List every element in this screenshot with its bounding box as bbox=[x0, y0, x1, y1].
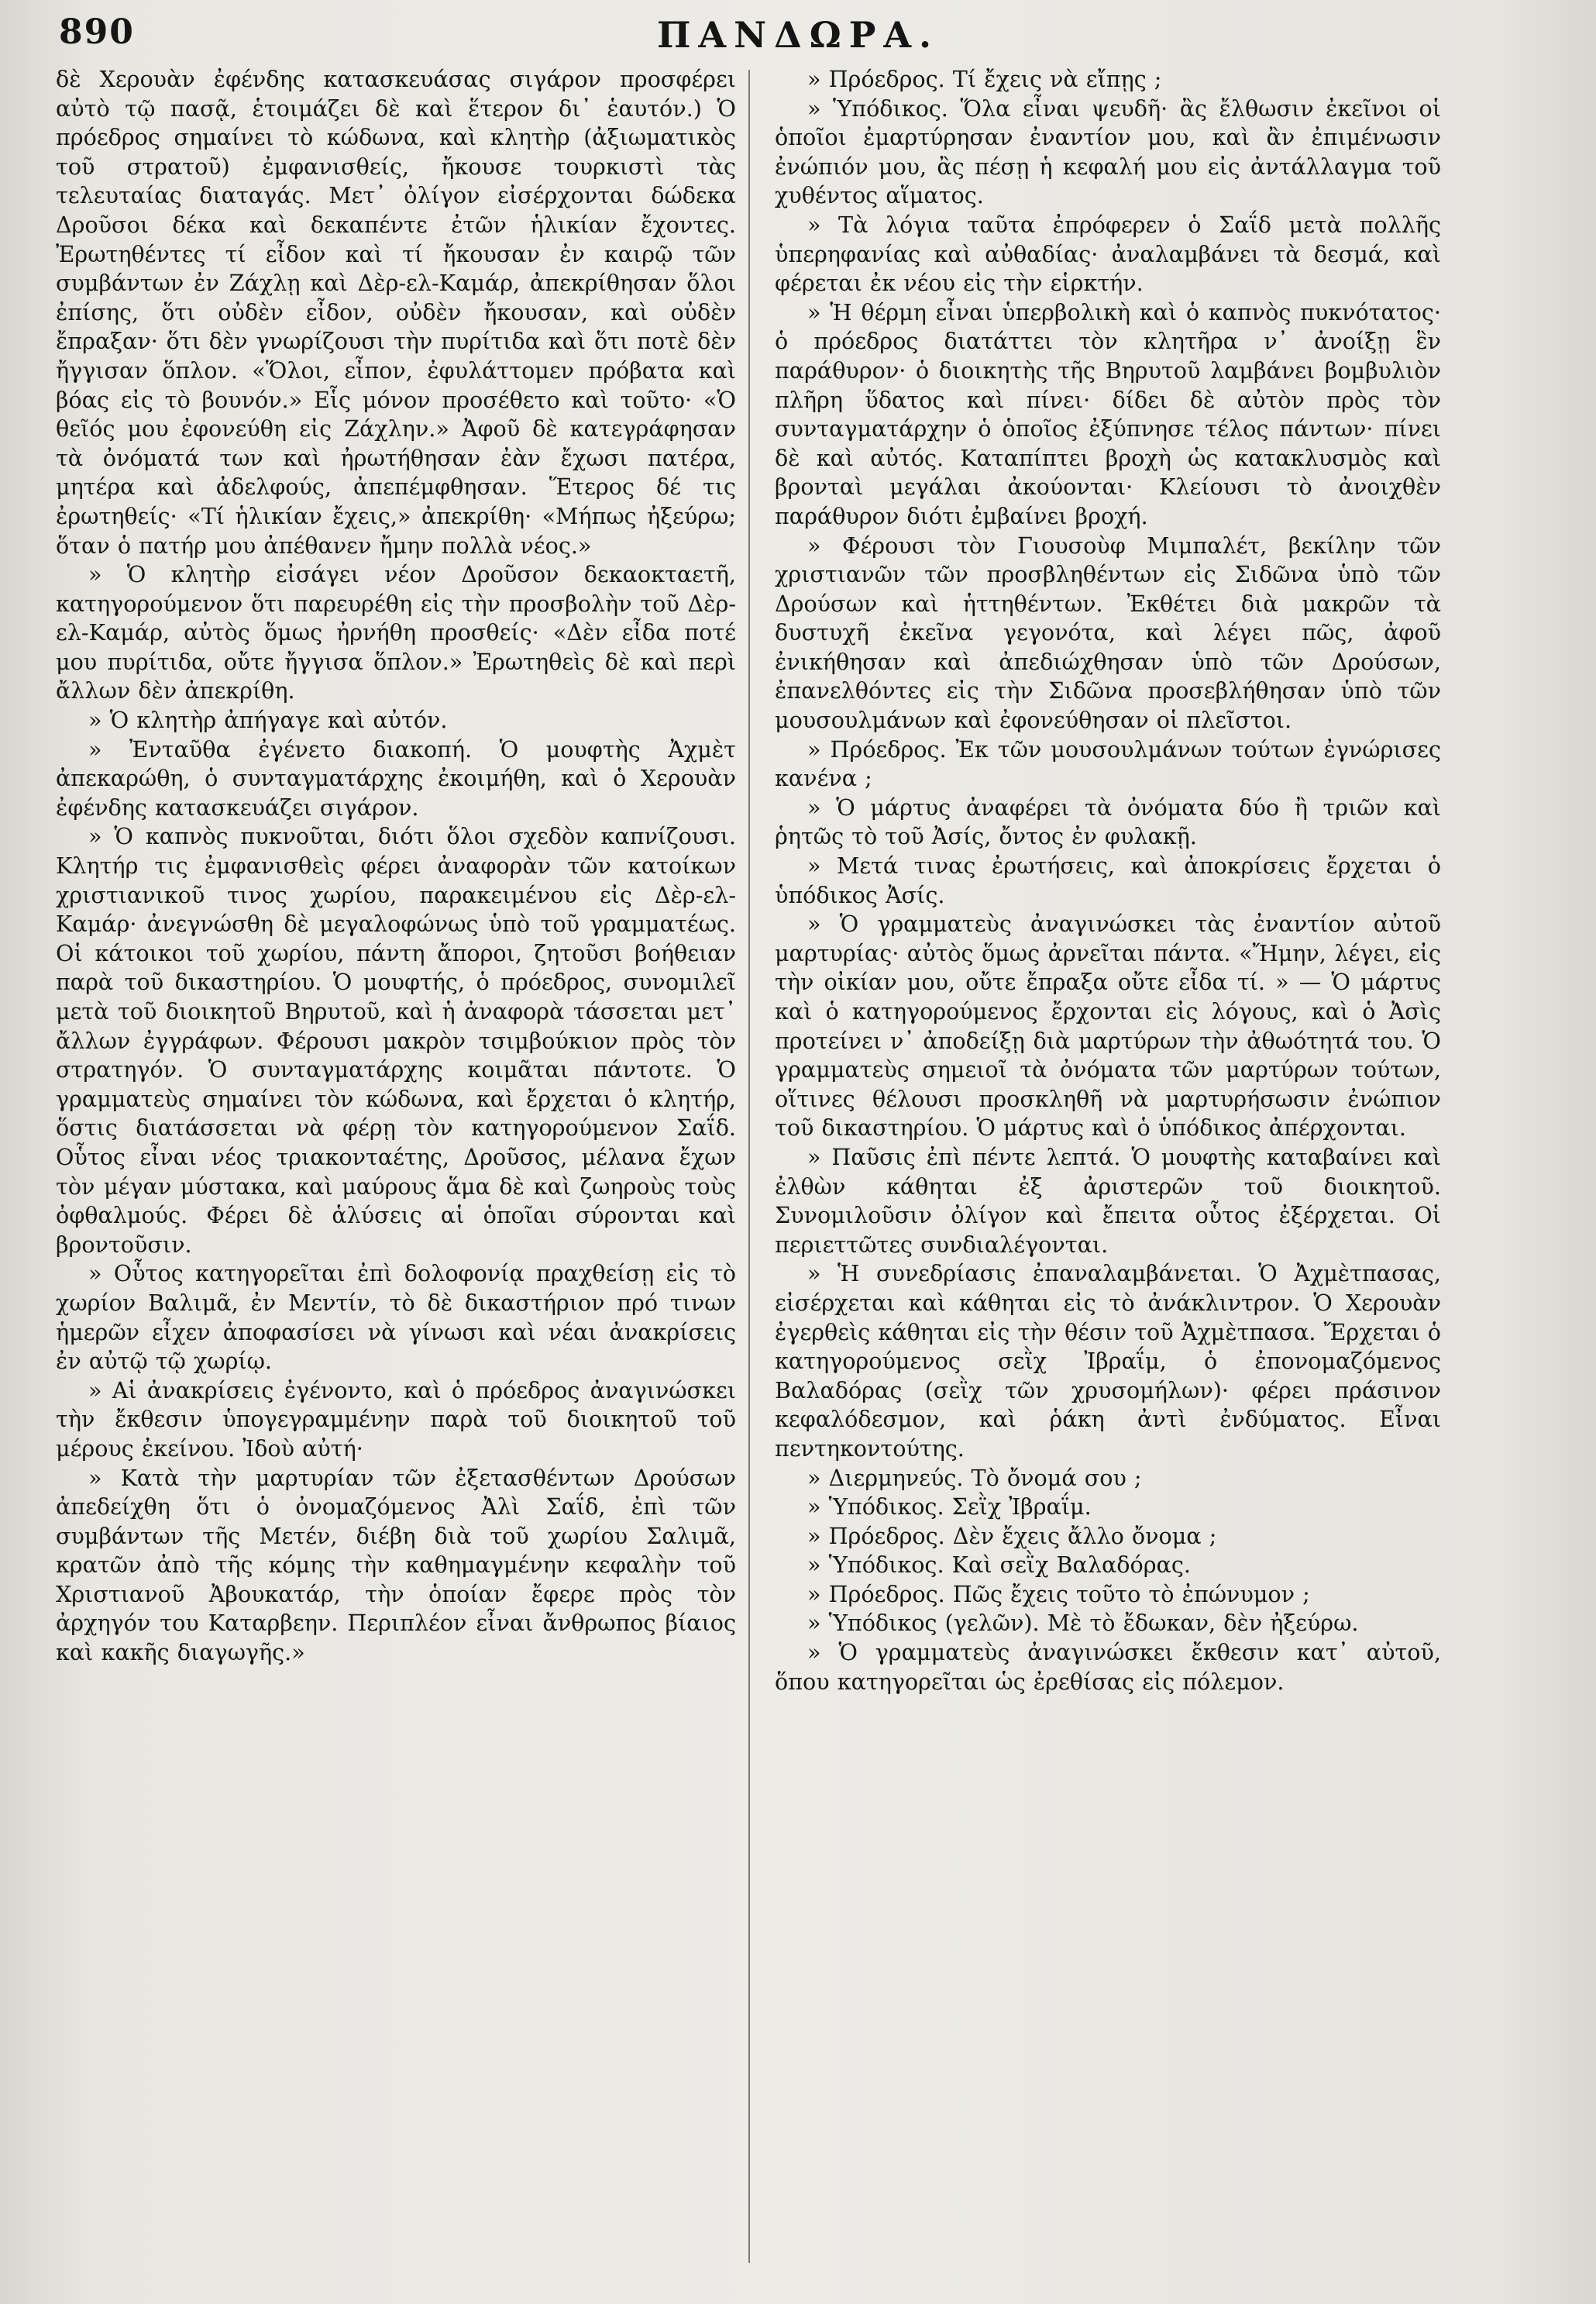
left-column bbox=[56, 65, 736, 2282]
paragraph: » Ὁ μάρτυς ἀναφέρει τὰ ὀνόματα δύο ἢ τριῶν καὶ ῥητῶς τὸ τοῦ Ἀσίς, ὄντος ἐν φυλακῇ. bbox=[775, 794, 1441, 850]
paragraph: » Οὗτος κατηγορεῖται ἐπὶ δολοφονίᾳ πραχθείσῃ εἰς τὸ χωρίον Βαλιμᾶ, ἐν Μεντίν, τὸ δὲ δικαστήριον πρό τινων ἡμερῶν εἶχεν ἀποφασίσει νὰ γίνωσι καὶ νέαι ἀνακρίσεις ἐν αὐτῷ τῷ χωρίῳ. bbox=[56, 1260, 736, 1375]
column-divider bbox=[748, 70, 750, 2263]
paragraph: » Ὁ γραμματεὺς ἀναγινώσκει τὰς ἐναντίον αὐτοῦ μαρτυρίας· αὐτὸς ὅμως ἀρνεῖται πάντα. «Ἤμην, λέγει, εἰς τὴν οἰκίαν μου, οὔτε ἔπραξα οὔτε εἶδα τί. » — Ὁ μάρτυς καὶ ὁ κατηγορούμενος ἔρχονται εἰς λόγους, καὶ ὁ Ἀσὶς προτείνει ν᾽ ἀποδείξῃ διὰ μαρτύρων τὴν ἀθωότητά του. Ὁ γραμματεὺς σημειοῖ τὰ ὀνόματα τῶν μαρτύρων τούτων, οἵτινες θέλουσι προσκληθῆ νὰ μαρτυρήσωσιν ἐνώπιον τοῦ δικαστηρίου. Ὁ μάρτυς καὶ ὁ ὑπόδικος ἀπέρχονται. bbox=[775, 911, 1441, 1142]
paragraph: » Ὁ κλητὴρ ἀπήγαγε καὶ αὐτόν. bbox=[88, 707, 448, 734]
dialogue-line: » Πρόεδρος. Πῶς ἔχεις τοῦτο τὸ ἐπώνυμον ; bbox=[807, 1580, 1310, 1607]
paragraph: » Ἐνταῦθα ἐγένετο διακοπή. Ὁ μουφτὴς Ἀχμὲτ ἀπεκαρώθη, ὁ συνταγματάρχης ἐκοιμήθη, καὶ ὁ Χερουὰν ἐφένδης κατασκευάζει σιγάρον. bbox=[56, 735, 736, 821]
paragraph: » Ὑπόδικος. Ὅλα εἶναι ψευδῆ· ἂς ἔλθωσιν ἐκεῖνοι οἱ ὁποῖοι ἐμαρτύρησαν ἐναντίον μου, καὶ ἂν ἐπιμένωσιν ἐνώπιόν μου, ἂς πέσῃ ἡ κεφαλή μου εἰς ἀντάλλαγμα τοῦ χυθέντος αἵματος. bbox=[775, 95, 1441, 209]
dialogue-line: » Ὑπόδικος. Καὶ σεῒχ Βαλαδόρας. bbox=[807, 1551, 1191, 1579]
right-column bbox=[775, 65, 1441, 2282]
dialogue-line: » Ὑπόδικος (γελῶν). Μὲ τὸ ἔδωκαν, δὲν ἠξεύρω. bbox=[807, 1610, 1359, 1637]
paragraph: » Παῦσις ἐπὶ πέντε λεπτά. Ὁ μουφτὴς καταβαίνει καὶ ἐλθὼν κάθηται ἐξ ἀριστερῶν τοῦ διοικητοῦ. Συνομιλοῦσιν ὀλίγον καὶ ἔπειτα οὗτος ἐξέρχεται. Οἱ περιεττῶτες συνδιαλέγονται. bbox=[775, 1143, 1441, 1258]
paragraph: » Ὁ κλητὴρ εἰσάγει νέον Δροῦσον δεκαοκταετῆ, κατηγορούμενον ὅτι παρευρέθη εἰς τὴν προσβολὴν τοῦ Δὲρ-ελ-Καμάρ, αὐτὸς ὅμως ἠρνήθη προσθείς· «Δὲν εἶδα ποτέ μου πυρίτιδα, οὔτε ἤγγισα ὅπλον.» Ἐρωτηθεὶς δὲ καὶ περὶ ἄλλων δὲν ἀπεκρίθη. bbox=[56, 561, 736, 704]
paragraph: » Ὁ καπνὸς πυκνοῦται, διότι ὅλοι σχεδὸν καπνίζουσι. Κλητήρ τις ἐμφανισθεὶς φέρει ἀναφορὰν τῶν κατοίκων χριστιανικοῦ τινος χωρίου, παρακειμένου εἰς Δὲρ-ελ-Καμάρ· ἀνεγνώσθη δὲ μεγαλοφώνως ὑπὸ τοῦ γραμματέως. Οἱ κάτοικοι τοῦ χωρίου, πάντη ἄποροι, ζητοῦσι βοήθειαν παρὰ τοῦ δικαστηρίου. Ὁ μουφτής, ὁ πρόεδρος, συνομιλεῖ μετὰ τοῦ διοικητοῦ Βηρυτοῦ, καὶ ἡ ἀναφορὰ τάσσεται μετ᾽ ἄλλων ἐγγράφων. Φέρουσι μακρὸν τσιμβούκιον πρὸς τὸν στρατηγόν. Ὁ συνταγματάρχης κοιμᾶται πάντοτε. Ὁ γραμματεὺς σημαίνει τὸν κώδωνα, καὶ ἔρχεται ὁ κλητήρ, ὅστις διατάσσεται νὰ φέρῃ τὸν κατηγορούμενον Σαΐδ. Οὗτος εἶναι νέος τριακονταέτης, Δροῦσος, μέλανα ἔχων τὸν μέγαν μύστακα, καὶ μαύρους ἅμα δὲ καὶ ζωηροὺς τοὺς ὀφθαλμούς. Φέρει δὲ ἁλύσεις αἱ ὁποῖαι σύρονται καὶ βροντοῦσιν. bbox=[56, 823, 736, 1258]
paragraph: » Φέρουσι τὸν Γιουσοὺφ Μιμπαλέτ, βεκίλην τῶν χριστιανῶν τῶν προσβληθέντων εἰς Σιδῶνα ὑπὸ τῶν Δρούσων καὶ ἡττηθέντων. Ἐκθέτει διὰ μακρῶν τὰ δυστυχῆ ἐκεῖνα γεγονότα, καὶ λέγει πῶς, ἀφοῦ ἐνικήθησαν καὶ ἀπεδιώχθησαν ὑπὸ τῶν Δρούσων, ἐπανελθόντες εἰς τὴν Σιδῶνα προσεβλήθησαν ὑπὸ τῶν μουσουλμάνων καὶ ἐφονεύθησαν οἱ πλεῖστοι. bbox=[775, 532, 1441, 734]
paragraph: » Πρόεδρος. Ἐκ τῶν μουσουλμάνων τούτων ἐγνώρισες κανένα ; bbox=[775, 735, 1441, 792]
paragraph: » Τὰ λόγια ταῦτα ἐπρόφερεν ὁ Σαΐδ μετὰ πολλῆς ὑπερηφανίας καὶ αὐθαδίας· ἀναλαμβάνει τὰ δεσμά, καὶ φέρεται ἐκ νέου εἰς τὴν εἱρκτήν. bbox=[775, 211, 1441, 297]
paragraph: » Κατὰ τὴν μαρτυρίαν τῶν ἐξετασθέντων Δρούσων ἀπεδείχθη ὅτι ὁ ὀνομαζόμενος Ἀλὶ Σαΐδ, ἐπὶ τῶν συμβάντων τῆς Μετέν, διέβη διὰ τοῦ χωρίου Σαλιμᾶ, κρατῶν ἀπὸ τῆς κόμης τὴν καθημαγμένην κεφαλὴν τοῦ Χριστιανοῦ Ἀβουκατάρ, τὴν ὁποίαν ἔφερε πρὸς τὸν ἀρχηγόν του Καταρβεην. Περιπλέον εἶναι ἄνθρωπος βίαιος καὶ κακῆς διαγωγῆς.» bbox=[56, 1464, 736, 1666]
dialogue-line: » Διερμηνεύς. Τὸ ὄνομά σου ; bbox=[807, 1464, 1142, 1491]
paragraph: » Πρόεδρος. Τί ἔχεις νὰ εἴπῃς ; bbox=[807, 66, 1162, 92]
dialogue-line: » Πρόεδρος. Δὲν ἔχεις ἄλλο ὄνομα ; bbox=[807, 1522, 1217, 1549]
paragraph: » Ὁ γραμματεὺς ἀναγινώσκει ἔκθεσιν κατ᾽ αὐτοῦ, ὅπου κατηγορεῖται ὡς ἐρεθίσας εἰς πόλεμον. bbox=[775, 1639, 1441, 1695]
page-header bbox=[54, 8, 1542, 62]
paragraph: » Μετά τινας ἐρωτήσεις, καὶ ἀποκρίσεις ἔρχεται ὁ ὑπόδικος Ἀσίς. bbox=[775, 852, 1441, 908]
paragraph: δὲ Χερουὰν ἐφένδης κατασκευάσας σιγάρον προσφέρει αὐτὸ τῷ πασᾷ, ἑτοιμάζει δὲ καὶ ἕτερον δι᾽ ἑαυτόν.) Ὁ πρόεδρος σημαίνει τὸ κώδωνα, καὶ κλητὴρ (ἀξιωματικὸς τοῦ στρατοῦ) ἐμφανισθείς, ἤκουσε τουρκιστὶ τὰς τελευταίας διαταγάς. Μετ᾽ ὀλίγον εἰσέρχονται δώδεκα Δροῦσοι δέκα καὶ δεκαπέντε ἐτῶν ἡλικίαν ἔχοντες. Ἐρωτηθέντες τί εἶδον καὶ τί ἤκουσαν ἐν καιρῷ τῶν συμβάντων ἐν Ζάχλῃ καὶ Δὲρ-ελ-Καμάρ, ἀπεκρίθησαν ὅλοι ἐπίσης, ὅτι οὐδὲν εἶδον, οὐδὲν ἤκουσαν, καὶ οὐδὲν ἔπραξαν· ὅτι δὲν γνωρίζουσι τὴν πυρίτιδα καὶ ὅτι ποτὲ δὲν ἤγγισαν ὅπλον. «Ὅλοι, εἶπον, ἐφυλάττομεν πρόβατα καὶ βόας εἰς τὸ βουνόν.» Εἷς μόνον προσέθετο καὶ τοῦτο· «Ὁ θεῖός μου ἐφονεύθη εἰς Ζάχλην.» Ἀφοῦ δὲ κατεγράφησαν τὰ ὀνόματά των καὶ ἠρωτήθησαν ἐὰν ἔχωσι πατέρα, μητέρα καὶ ἀδελφούς, ἀπεπέμφθησαν. Ἕτερος δέ τις ἐρωτηθείς· «Τί ἡλικίαν ἔχεις,» ἀπεκρίθη· «Μήπως ἠξεύρω; ὅταν ὁ πατήρ μου ἀπέθανεν ἤμην πολλὰ νέος.» bbox=[56, 66, 736, 559]
running-title: ΠΑΝΔΩΡΑ. bbox=[656, 14, 940, 56]
paragraph: » Αἱ ἀνακρίσεις ἐγένοντο, καὶ ὁ πρόεδρος ἀναγινώσκει τὴν ἔκθεσιν ὑπογεγραμμένην παρὰ τοῦ διοικητοῦ τοῦ μέρους ἐκείνου. Ἰδοὺ αὐτή· bbox=[56, 1376, 736, 1462]
paragraph: » Ἡ συνεδρίασις ἐπαναλαμβάνεται. Ὁ Ἀχμὲτπασας, εἰσέρχεται καὶ κάθηται εἰς τὸ ἀνάκλιντρον. Ὁ Χερουὰν ἐγερθεὶς κάθηται εἰς τὴν θέσιν τοῦ Ἀχμὲτπασα. Ἔρχεται ὁ κατηγορούμενος σεῒχ Ἰβραΐμ, ὁ ἐπονομαζόμενος Βαλαδόρας (σεῒχ τῶν χρυσομήλων)· φέρει πράσινον κεφαλόδεσμον, καὶ ῥάκη ἀντὶ ἐνδύματος. Εἶναι πεντηκοντούτης. bbox=[775, 1260, 1441, 1462]
paragraph: » Ἡ θέρμη εἶναι ὑπερβολικὴ καὶ ὁ καπνὸς πυκνότατος· ὁ πρόεδρος διατάττει τὸν κλητῆρα ν᾽ ἀνοίξῃ ἓν παράθυρον· ὁ διοικητὴς τῆς Βηρυτοῦ λαμβάνει βομβυλιὸν πλῆρη ὕδατος καὶ πίνει· δίδει δὲ αὐτὸν πρὸς τὸν συνταγματάρχην ὁ ὁποῖος ἐξύπνησε τέλος πάντων· πίνει δὲ καὶ αὐτός. Καταπίπτει βροχὴ ὡς κατακλυσμὸς καὶ βρονταὶ μεγάλαι ἀκούονται· Κλείουσι τὸ ἀνοιχθὲν παράθυρον διότι ἐμβαίνει βροχή. bbox=[775, 298, 1441, 529]
page-number: 890 bbox=[59, 12, 135, 52]
dialogue-line: » Ὑπόδικος. Σεῒχ Ἰβραΐμ. bbox=[807, 1493, 1092, 1521]
